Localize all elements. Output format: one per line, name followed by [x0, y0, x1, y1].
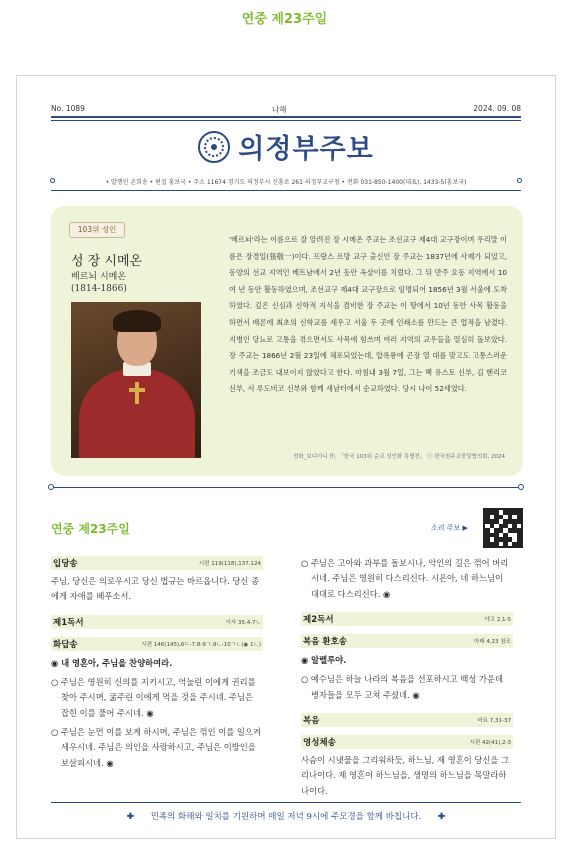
scripture-ref: 시편 119(118),137.124 [198, 561, 261, 567]
section-heading: 입당송 [53, 559, 78, 569]
footer-rule [51, 802, 521, 803]
scripture-ref: 시편 146(145),6ㄷ-7.8-9ㄱ.9ㄴ-10ㄱㄴ(◉ 1ㄴ) [141, 641, 261, 648]
footer-prayer-note: ✚ 민족의 화해와 일치를 기원하며 매일 저녁 9시에 주모경을 함께 바칩니다. ✚ [126, 812, 446, 822]
section-heading: 영성체송 [303, 738, 336, 749]
section-divider [51, 487, 521, 488]
section-heading: 화답송 [53, 639, 78, 650]
qr-code-icon[interactable] [483, 508, 523, 548]
psalm-verse: ○ 주님은 고아와 과부를 돌보시나, 악인의 길은 꺾어 버리시네. 주님은 영원히 다스리신다. 시온아, 네 하느님이 대대로 다스리신다. ◉ [301, 558, 509, 599]
saint-years: (1814-1866) [71, 284, 127, 294]
acclamation-verse: ○ 예수님은 하늘 나라의 복음을 선포하시고 백성 가운데 병자들을 모두 고쳐 주셨네. ◉ [301, 674, 504, 700]
scripture-ref: 이사 35,4-7ㄴ [225, 619, 261, 626]
liturgy-left-column [51, 556, 263, 771]
saint-portrait [71, 302, 201, 458]
communion-antiphon [301, 735, 513, 799]
cross-icon: ✚ [437, 812, 446, 822]
play-icon: ▶ [462, 524, 468, 532]
scripture-ref: 마르 7,31-37 [477, 718, 511, 725]
cross-icon: ✚ [126, 812, 135, 822]
liturgy-right-column [301, 556, 513, 799]
section-heading: 제2독서 [303, 615, 334, 626]
top-rule [51, 116, 521, 118]
psalm-verse: ○ 주님은 영원히 신의를 지키시고, 억눌린 이에게 권리를 찾아 주시며, 굶주린 이에게 먹을 것을 주시네. 주님은 잡힌 이를 풀어 주시네. ◉ [51, 676, 256, 718]
edition-type: 나해 [271, 105, 287, 114]
masthead [17, 127, 555, 166]
saint-alias: 베르뇌 시메온 [71, 272, 127, 282]
psalm-response: ◉ 내 영혼아, 주님을 찬양하여라. [51, 657, 173, 668]
saint-name: 성 장 시메온 [71, 254, 143, 269]
bulletin-meta [51, 104, 521, 115]
responsorial-psalm [51, 637, 263, 771]
psalm-verse: ○ 주님은 눈먼 이를 보게 하시며, 주님은 꺾인 이를 일으켜 세우시네. 주님은 의인을 사랑하시고, 주님은 이방인을 보살피시네. ◉ [51, 727, 261, 768]
section-heading: 복음 [303, 716, 320, 727]
antiphon-text: 사슴이 시냇물을 그리워하듯, 하느님, 제 영혼이 당신을 그리나이다. 제 영혼이 하느님을, 생명의 하느님을 목말라하나이다. [301, 755, 510, 796]
antiphon-text: 주님, 당신은 의로우시고 당신 법규는 바르옵니다. 당신 종에게 자애를 베푸소서. [51, 576, 260, 602]
section-heading: 복음 환호송 [303, 637, 348, 648]
info-rule [51, 190, 521, 191]
second-reading [301, 612, 513, 626]
audio-bulletin-link[interactable]: 소리 주보 ▶ [431, 524, 468, 532]
diocese-seal-icon [198, 131, 230, 163]
bulletin-title: 의정부주보 [238, 134, 374, 165]
saint-biography: '베르뇌'라는 이름으로 잘 알려진 장 시메온 주교는 조선교구 제4대 교구장이며 우리말 이름은 장경일(張敬一)이다. 프랑스 르망 교구 출신인 장 주교는 1837년에 사제가 되었고, 동양의 선교 지역인 베트남에서 2년 동안 옥살이를 치렀다. 그 뒤 만주 요동 지역에서 10여 년 동안 활동하였으며, 조선교구 제4대 교구장으로 임명되어 1856년 3월 서울에 도착하였다. 깊은 신심과 신학적 지식을 겸비한 장 주교는 이 땅에서 10년 동안 사목 활동을 하면서 배론에 최초의 신학교를 세우고 서울 두 곳에 인쇄소를 만드는 큰 업적을 남겼다. 지병인 당뇨로 고통을 겪으면서도 사목에 힘쓰며 여러 지역의 교우들을 열심히 돌보았다. 장 주교는 1866년 2월 23일에 체포되었는데, 압록룡에 곤장 열 대를 맞고도 고통스러운 기색을 조금도 내보이지 않았다고 한다. 마침내 3월 7일, 그는 백 유스토 신부, 김 헨리코 신부, 서 루도비코 신부와 함께 새남터에서 순교하였다. 당시 나이 52세였다. [229, 235, 507, 394]
image-credit: 성화_보디아니 作, 「한국 103위 순교 성인화 특별전」 ⓒ 한국천주교중앙협의회, 2024 [293, 454, 505, 460]
first-reading [51, 615, 263, 629]
rule-dot-icon [517, 178, 522, 183]
entrance-antiphon [51, 556, 263, 605]
issue-number: No. 1089 [51, 104, 85, 113]
scripture-ref: 마태 4,23 참조 [474, 639, 511, 646]
saint-tag: 103위 성인 [69, 222, 125, 238]
page-heading: 연중 제23주일 [241, 12, 328, 27]
top-rule-thin [51, 120, 521, 121]
publisher-info: • 발행인 손희송 • 편집 홍보국 • 주소 11674 경기도 의정부시 신흥로 261 의정부교구청 • 전화 031-850-1400(대표), 1433-5(홍보국) [51, 177, 521, 186]
acclamation-response: ◉ 알렐루야. [301, 655, 347, 666]
rule-dot-icon [50, 178, 55, 183]
section-heading: 제1독서 [53, 617, 84, 628]
scripture-ref: 시편 42(41),2-3 [469, 740, 511, 747]
scripture-ref: 야고 2,1-5 [484, 617, 511, 624]
rule-dot-icon [518, 484, 524, 490]
liturgy-title: 연중 제23주일 [51, 522, 130, 536]
saint-panel [51, 206, 523, 476]
rule-dot-icon [48, 484, 54, 490]
issue-date: 2024. 09. 08 [473, 104, 521, 113]
bulletin-sheet [16, 75, 556, 839]
gospel [301, 713, 513, 727]
gospel-acclamation [301, 634, 513, 703]
